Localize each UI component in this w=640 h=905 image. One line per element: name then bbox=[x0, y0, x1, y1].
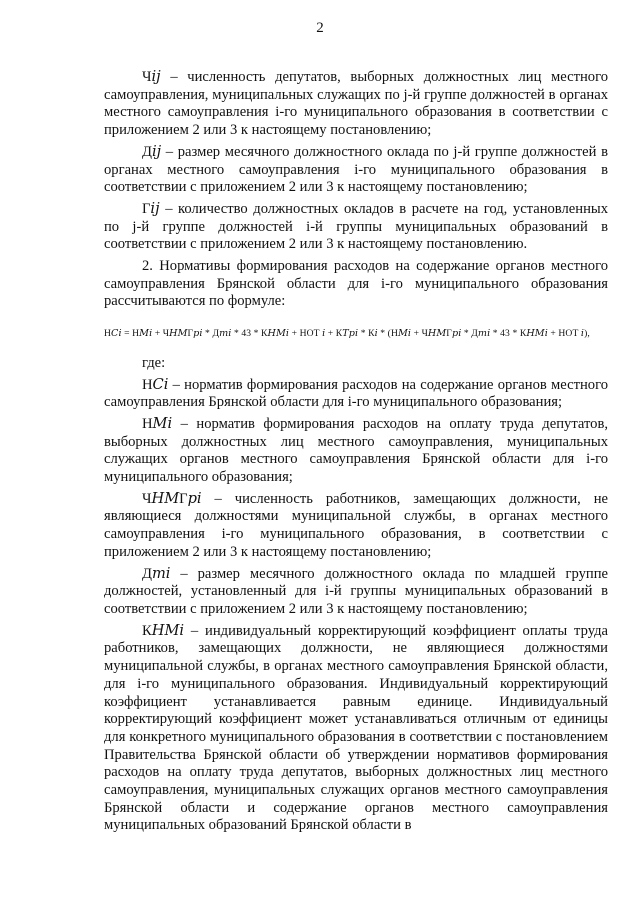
document-body bbox=[104, 69, 608, 839]
paragraph-razmer-oklada: Д𝑖𝑗 – размер месячного должностного оклада по j-й группе должностей в органах местного самоуправления i-го муниципального образования в соответствии с приложением 2 или 3 к настоящему постановлению; bbox=[104, 143, 608, 196]
page-number: 2 bbox=[316, 20, 324, 36]
formula: Н𝐶𝑖 = Н𝑀𝑖 + Ч𝐻𝑀Г𝑝𝑖 * Д𝑚𝑖 * 43 * К𝐻𝑀𝑖 + НОТ 𝑖 + К𝑇𝑝𝑖 * К𝑖 * (Н𝑀𝑖 + Ч𝐻𝑀Г𝑝𝑖 * Д𝑚𝑖 * 43 * К𝐻𝑀𝑖 + НОТ 𝑖), bbox=[104, 328, 590, 340]
paragraph-kolichestvo-okladov: Г𝑖𝑗 – количество должностных окладов в расчете на год, установленных по j-й группе должностей i-й группы муниципальных образований в соответствии с приложением 2 или 3 к настоящему постановлению. bbox=[104, 200, 608, 253]
where-label: где: bbox=[142, 354, 166, 371]
paragraph-chislennost: Ч𝑖𝑗 – численность депутатов, выборных должностных лиц местного самоуправления, муниципальных служащих по j-й группе должностей в органах местного самоуправления i-го муниципального образования в соответствии с приложением 2 или 3 к настоящему постановлению; bbox=[104, 69, 608, 139]
definition-chnmgpi: Ч𝐻𝑀Г𝑝𝑖 – численность работников, замещающих должности, не являющиеся должностями муниципальной службы, в органах местного самоуправления i-го муниципального образования, в соответствии с приложением 2 или 3 к настоящему постановлению; bbox=[104, 490, 608, 560]
paragraph-normativy: 2. Нормативы формирования расходов на содержание органов местного самоуправления Брянской области для i-го муниципального образования рассчитываются по формуле: bbox=[104, 258, 608, 310]
definition-nci: Н𝐶𝑖 – норматив формирования расходов на содержание органов местного самоуправления Брянской области для i-го муниципального образования; bbox=[104, 376, 608, 411]
definition-dmi: Д𝑚𝑖 – размер месячного должностного оклада по младшей группе должностей, установленный для i-й группы муниципальных образований в соответствии с приложением 2 или 3 к настоящему постановлению; bbox=[104, 565, 608, 617]
definition-knmi: К𝐻𝑀𝑖 – индивидуальный корректирующий коэффициент оплаты труда работников, замещающих должности, не являющиеся должностями муниципальной службы, в органах местного самоуправления Брянской области, для i-го муниципального образования. Индивидуальный корректирующий коэффициент устанавливается равным единице. Индивидуальный корректирующий коэффициент может устанавливаться отличным от единицы для конкретного муниципального образования в соответствии с постановлением Правительства Брянской области об утверждении нормативов формирования расходов на оплату труда депутатов, выборных должностных лиц местного самоуправления, муниципальных служащих органов местного самоуправления Брянской области и содержание органов местного самоуправления муниципальных образований Брянской области в bbox=[104, 622, 608, 834]
definition-nmi: Н𝑀𝑖 – норматив формирования расходов на оплату труда депутатов, выборных должностных лиц местного самоуправления, муниципальных служащих органов местного самоуправления Брянской области для i-го муниципального образования; bbox=[104, 415, 608, 486]
